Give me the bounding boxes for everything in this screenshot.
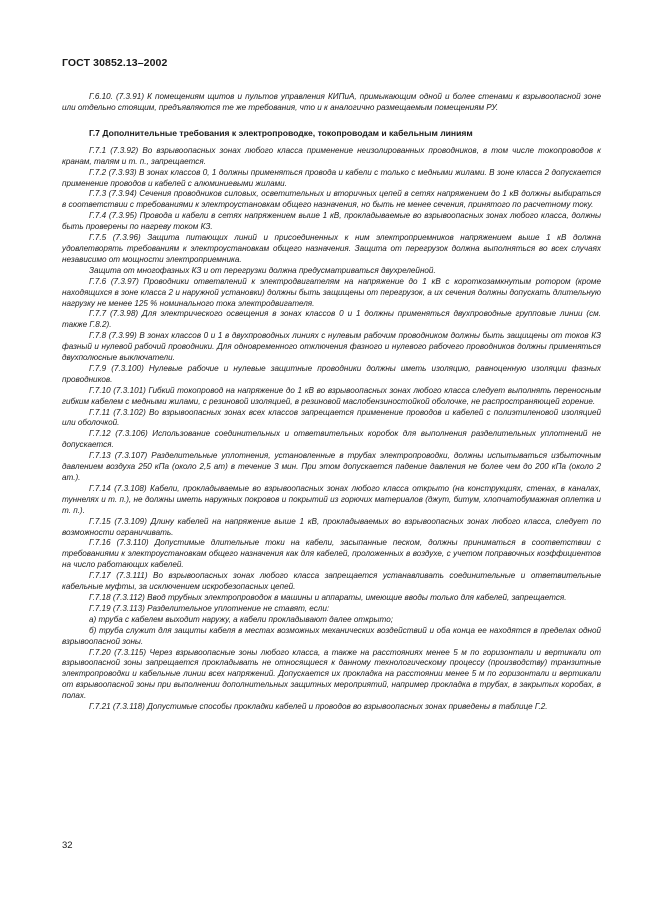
paragraph: Г.7.6 (7.3.97) Проводники ответвлений к электродвигателям на напряжение до 1 кВ с короткозамкнутым ротором (кроме находящихся в зоне класса 2 и наружной установки) должны быть защищены от перегрузок, а их сечения должны допускать длительную нагрузку не менее 125 % номинального тока электродвигателя. — [62, 276, 601, 308]
paragraph: Г.7.4 (7.3.95) Провода и кабели в сетях напряжением выше 1 кВ, прокладываемые во взрывоопасных зонах любого класса, должны быть проверены по нагреву током КЗ. — [62, 211, 601, 232]
paragraph: б) труба служит для защиты кабеля в местах возможных механических воздействий и оба конца ее находятся в пределах одной взрывоопасной зоны. — [62, 625, 601, 646]
paragraph: Защита от многофазных КЗ и от перегрузки должна предусматриваться двухрелейной. — [89, 265, 436, 275]
paragraph: Г.7.3 (7.3.94) Сечения проводников силовых, осветительных и вторичных цепей в сетях напряжением до 1 кВ должны выбираться в соответствии с требованиями к электроустановкам общего назначения, но быть не менее сечения, принятого по расчетному току. — [62, 189, 601, 210]
paragraph: Г.7.7 (7.3.98) Для электрического освещения в зонах классов 0 и 1 должны применяться двухпроводные групповые линии (см. также Г.8.2). — [62, 309, 601, 330]
paragraph: Г.7.9 (7.3.100) Нулевые рабочие и нулевые защитные проводники должны иметь изоляцию, равноценную изоляции фазных проводников. — [62, 363, 601, 384]
paragraph: Г.7.8 (7.3.99) В зонах классов 0 и 1 в двухпроводных линиях с нулевым рабочим проводником должны быть защищены от токов КЗ фазный и нулевой рабочий проводники. Для одновременного отключения фазного и нулевого рабочего проводников должны применяться двухполюсные выключатели. — [62, 331, 601, 363]
intro-paragraph: Г.6.10. (7.3.91) К помещениям щитов и пультов управления КИПиА, примыкающим одной и более стенами к взрывоопасной зоне или отдельно стоящим, предъявляются те же требования, что и к аналогично размещаемым помещениям РУ. — [62, 92, 601, 112]
paragraph: Г.7.19 (7.3.113) Разделительное уплотнение не ставят, если: — [89, 603, 330, 613]
paragraph: Г.7.20 (7.3.115) Через взрывоопасные зоны любого класса, а также на расстояниях менее 5 м по горизонтали и вертикали от взрывоопасной зоны запрещается прокладывать не относящиеся к данному технологическому процессу (производству) транзитные электропроводки и кабельные линии всех напряжений. Допускается их прокладка на расстоянии менее 5 м по горизонтали и вертикали от взрывоопасной зоны при выполнении дополнительных защитных мероприятий, например прокладка в трубах, в закрытых коробах, в полах. — [62, 647, 601, 701]
paragraph: Г.7.5 (7.3.96) Защита питающих линий и присоединенных к ним электроприемников напряжением выше 1 кВ должна удовлетворять требованиям к электроустановкам общего назначения. Защита от перегрузок должна выполняться во всех случаях независимо от мощности электроприемника. — [62, 233, 601, 264]
paragraph: Г.7.2 (7.3.93) В зонах классов 0, 1 должны применяться провода и кабели с только с медными жилами. В зоне класса 2 допускается применение проводов и кабелей с алюминиевыми жилами. — [62, 167, 601, 188]
paragraph: Г.7.15 (7.3.109) Длину кабелей на напряжение выше 1 кВ, прокладываемых во взрывоопасных зонах любого класса, следует по возможности ограничивать. — [62, 516, 601, 537]
document-body — [62, 92, 601, 713]
paragraph: Г.7.16 (7.3.110) Допустимые длительные токи на кабели, засыпанные песком, должны приниматься в соответствии с требованиями к электроустановкам общего назначения как для кабелей, проложенных в воздухе, с учетом поправочных коэффициентов на число работающих кабелей. — [62, 538, 601, 570]
paragraph: Г.7.18 (7.3.112) Ввод трубных электропроводок в машины и аппараты, имеющие вводы только для кабелей, запрещается. — [89, 592, 567, 602]
paragraph: а) труба с кабелем выходит наружу, а кабели прокладывают далее открыто; — [89, 614, 393, 624]
paragraph: Г.7.14 (7.3.108) Кабели, прокладываемые во взрывоопасных зонах любого класса открыто (на конструкциях, стенах, в каналах, туннелях и т. п.), не должны иметь наружных покровов и покрытий из горючих материалов (джут, битум, хлопчатобумажная оплетка и т. п.). — [62, 483, 601, 515]
paragraph: Г.7.1 (7.3.92) Во взрывоопасных зонах любого класса применение неизолированных проводников, в том числе токопроводов к кранам, талям и т. п., запрещается. — [62, 145, 601, 166]
paragraph: Г.7.13 (7.3.107) Разделительные уплотнения, установленные в трубах электропроводки, должны испытываться избыточным давлением воздуха 250 кПа (около 2,5 ат) в течение 3 мин. При этом допускается падение давления не более чем до 200 кПа (около 2 ат.). — [62, 451, 601, 482]
paragraph: Г.7.10 (7.3.101) Гибкий токопровод на напряжение до 1 кВ во взрывоопасных зонах любого класса следует выполнять переносным гибким кабелем с медными жилами, с резиновой изоляцией, в резиновой маслобензиностойкой оболочке, не распространяющей горение. — [62, 385, 601, 406]
paragraph: Г.7.17 (7.3.111) Во взрывоопасных зонах любого класса запрещается устанавливать соединительные и ответвительные кабельные муфты, за исключением искробезопасных цепей. — [62, 571, 601, 592]
section-heading: Г.7 Дополнительные требования к электропроводке, токопроводам и кабельным линиям — [89, 127, 473, 138]
paragraph: Г.7.12 (7.3.106) Использование соединительных и ответвительных коробок для выполнения разделительных уплотнений не допускается. — [62, 429, 601, 450]
paragraph: Г.7.21 (7.3.118) Допустимые способы прокладки кабелей и проводов во взрывоопасных зонах приведены в таблице Г.2. — [89, 702, 548, 712]
paragraph: Г.7.11 (7.3.102) Во взрывоопасных зонах всех классов запрещается применение проводов и кабелей с полиэтиленовой изоляцией или оболочкой. — [62, 407, 601, 428]
section-paragraphs — [62, 146, 601, 713]
page-number: 32 — [62, 840, 73, 851]
document-header: ГОСТ 30852.13–2002 — [62, 57, 168, 69]
